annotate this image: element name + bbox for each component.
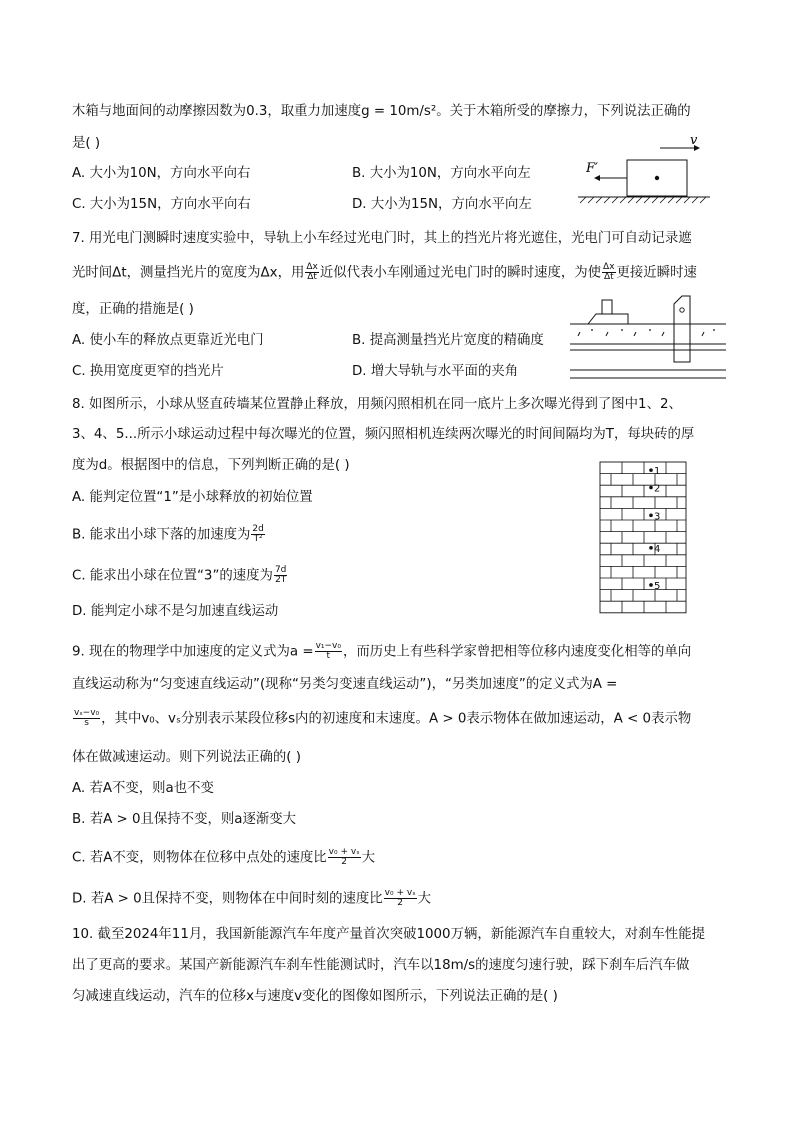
q6-option-b: B. 大小为10N，方向水平向左 — [352, 166, 531, 181]
q9-option-a: A. 若A不变，则a也不变 — [72, 781, 214, 796]
q9-option-c: C. 若A不变，则物体在位移中点处的速度比 $\frac{\text{v₀ + vₛ}}{2}$ 大 — [72, 847, 375, 867]
q8-b-fraction: $\frac{2d}{\text{T²}}$ — [252, 524, 264, 544]
ball-position-3 — [649, 514, 653, 518]
q6-stem-line1: 木箱与地面间的动摩擦因数为0.3，取重力加速度g = 10m/s²。关于木箱所受的摩擦力，下列说法正确的 — [72, 104, 691, 119]
q7-stem-line3: 度，正确的措施是( ) — [72, 302, 194, 317]
q6-stem-line2: 是( ) — [72, 136, 101, 151]
ball-label-3: 3 — [654, 511, 661, 523]
delta-x-over-delta-t: $\frac{\Delta x}{\Delta t}$ — [306, 262, 318, 282]
q10-stem-line1: 10. 截至2024年11月，我国新能源汽车年度产量首次突破1000万辆，新能源汽车自重较大，对刹车性能提 — [72, 927, 705, 942]
wall-outline — [600, 462, 686, 613]
ball-label-1: 1 — [654, 466, 661, 478]
delta-x-over-delta-t-2: $\frac{\Delta x}{\Delta t}$ — [603, 262, 615, 282]
q8-option-a: A. 能判定位置“1”是小球释放的初始位置 — [72, 490, 313, 505]
ball-position-5 — [649, 583, 653, 587]
q9-c-fraction: $\frac{\text{v₀ + vₛ}}{2}$ — [328, 847, 360, 867]
q8-option-b: B. 能求出小球下落的加速度为 $\frac{2d}{\text{T²}}$ — [72, 524, 264, 544]
q7-option-a: A. 使小车的释放点更靠近光电门 — [72, 333, 264, 348]
q8-stem-line2: 3、4、5...所示小球运动过程中每次曝光的位置，频闪照相机连续两次曝光的时间间隔均为T，每块砖的厚 — [72, 427, 695, 442]
force-label: F′ — [586, 161, 598, 176]
ball-label-5: 5 — [654, 580, 661, 592]
q8-option-c: C. 能求出小球在位置“3”的速度为 $\frac{7d}{2T}$ — [72, 565, 287, 585]
q9-stem-line3: $\frac{\text{vₛ−v₀}}{s}$ ，其中v₀、vₛ分别表示某段位移s内的初速度和末速度。A > 0表示物体在做加速运动，A < 0表示物 — [74, 708, 692, 728]
q10-stem-line3: 匀减速直线运动，汽车的位移x与速度v变化的图像如图所示，下列说法正确的是( ) — [72, 989, 558, 1004]
q9-alt-accel-fraction: $\frac{\text{vₛ−v₀}}{s}$ — [74, 708, 100, 728]
q7-stem-line2: 光时间Δt，测量挡光片的宽度为Δx，用 $\frac{\Delta x}{\Delta t}$ 近似代表小车刚通过光电门时的瞬时速度，为使 $\frac{\Delta x}{\Delta t}$ 更接近瞬时速 — [72, 262, 697, 282]
q8-stem-line1: 8. 如图所示，小球从竖直砖墙某位置静止释放，用频闪照相机在同一底片上多次曝光得到了图中1、2、 — [72, 397, 682, 412]
q6-option-a: A. 大小为10N，方向水平向右 — [72, 166, 251, 181]
q6-option-d: D. 大小为15N，方向水平向左 — [352, 197, 532, 212]
q6-option-c: C. 大小为15N，方向水平向右 — [72, 197, 251, 212]
velocity-label: v — [690, 134, 698, 148]
ball-label-4: 4 — [654, 543, 661, 555]
photogate-track-diagram — [566, 292, 730, 382]
q10-stem-line2: 出了更高的要求。某国产新能源汽车刹车性能测试时，汽车以18m/s的速度匀速行驶，踩下刹车后汽车做 — [72, 958, 690, 973]
ball-position-2 — [649, 486, 653, 490]
q7-stem-line1: 7. 用光电门测瞬时速度实验中，导轨上小车经过光电门时，其上的挡光片将光遮住，光电门可自动记录遮 — [72, 231, 692, 246]
q9-stem-line4: 体在做减速运动。则下列说法正确的( ) — [72, 750, 301, 765]
q9-accel-fraction: $\frac{\text{v₁−v₀}}{t}$ — [315, 641, 341, 661]
q8-stem-line3: 度为d。根据图中的信息，下列判断正确的是( ) — [72, 458, 350, 473]
q9-d-fraction: $\frac{\text{v₀ + vₛ}}{2}$ — [384, 888, 416, 908]
q9-option-b: B. 若A > 0且保持不变，则a逐渐变大 — [72, 812, 297, 827]
q9-stem-line2: 直线运动称为“匀变速直线运动”(现称“另类匀变速直线运动”)，“另类加速度”的定义式为A = — [72, 677, 618, 692]
q7-option-c: C. 换用宽度更窄的挡光片 — [72, 364, 224, 379]
box-on-ground-diagram — [576, 134, 712, 210]
brick-wall-diagram — [598, 460, 688, 616]
ball-position-1 — [649, 468, 653, 472]
q8-option-d: D. 能判定小球不是匀加速直线运动 — [72, 604, 279, 619]
q7-option-b: B. 提高测量挡光片宽度的精确度 — [352, 333, 544, 348]
q9-option-d: D. 若A > 0且保持不变，则物体在中间时刻的速度比 $\frac{\text{v₀ + vₛ}}{2}$ 大 — [72, 888, 431, 908]
q8-c-fraction: $\frac{7d}{2T}$ — [274, 565, 287, 585]
ball-position-4 — [649, 546, 653, 550]
q9-stem-line1: 9. 现在的物理学中加速度的定义式为a = $\frac{\text{v₁−v₀}}{t}$ ，而历史上有些科学家曾把相等位移内速度变化相等的单向 — [72, 641, 692, 661]
ball-label-2: 2 — [654, 483, 661, 495]
q7-option-d: D. 增大导轨与水平面的夹角 — [352, 364, 519, 379]
